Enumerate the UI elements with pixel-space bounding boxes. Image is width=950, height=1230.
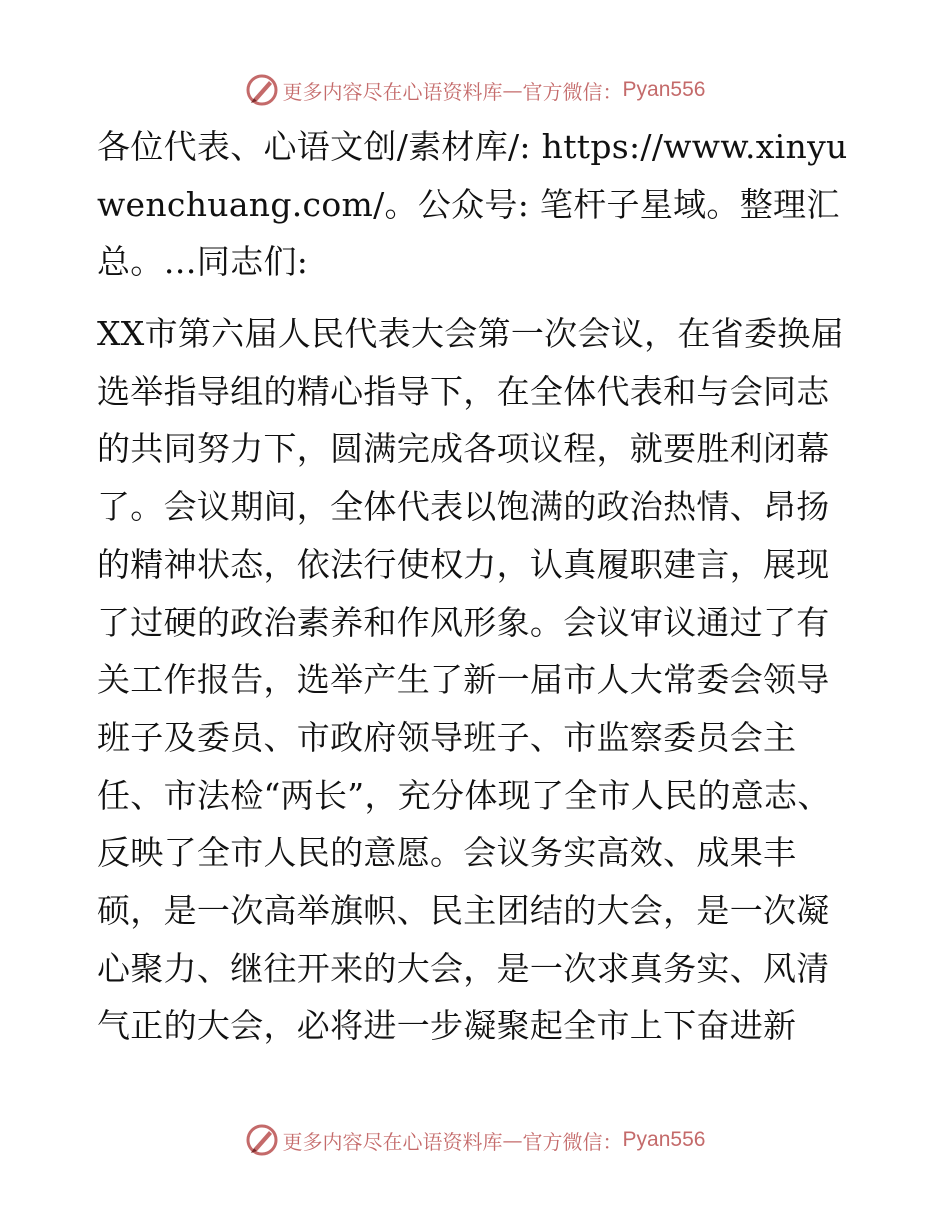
watermark-wechat-label: 官方微信：	[522, 1129, 623, 1154]
watermark-dash: —	[502, 78, 523, 102]
watermark-dash: —	[502, 1128, 523, 1152]
watermark-wechat-label: 官方微信：	[522, 79, 623, 104]
paragraph-intro: 各位代表、心语文创/素材库/: https://www.xinyuwenchuang.com/。公众号: 笔杆子星域。整理汇总。…同志们:	[97, 127, 848, 282]
footer-watermark-banner	[0, 1120, 950, 1160]
watermark-wechat-handle: Pyan556	[622, 1128, 706, 1151]
watermark-main-text: 更多内容尽在心语资料库	[282, 79, 503, 104]
watermark-wechat-handle: Pyan556	[622, 78, 706, 101]
header-watermark-banner	[0, 70, 950, 110]
pen-logo-icon	[245, 1123, 279, 1157]
watermark-main-text: 更多内容尽在心语资料库	[282, 1129, 503, 1154]
pen-logo-icon	[245, 73, 279, 107]
paragraph-body: XX市第六届人民代表大会第一次会议，在省委换届选举指导组的精心指导下，在全体代表和与会同志的共同努力下，圆满完成各项议程，就要胜利闭幕了。会议期间，全体代表以饱满的政治热情、昂扬的精神状态，依法行使权力，认真履职建言，展现了过硬的政治素养和作风形象。会议审议通过了有关工作报告，选举产生了新一届市人大常委会领导班子及委员、市政府领导班子、市监察委员会主任、市法检“两长”，充分体现了全市人民的意志、反映了全市人民的意愿。会议务实高效、成果丰硕，是一次高举旗帜、民主团结的大会，是一次凝心聚力、继往开来的大会，是一次求真务实、风清气正的大会，必将进一步凝聚起全市上下奋进新	[97, 314, 844, 1046]
